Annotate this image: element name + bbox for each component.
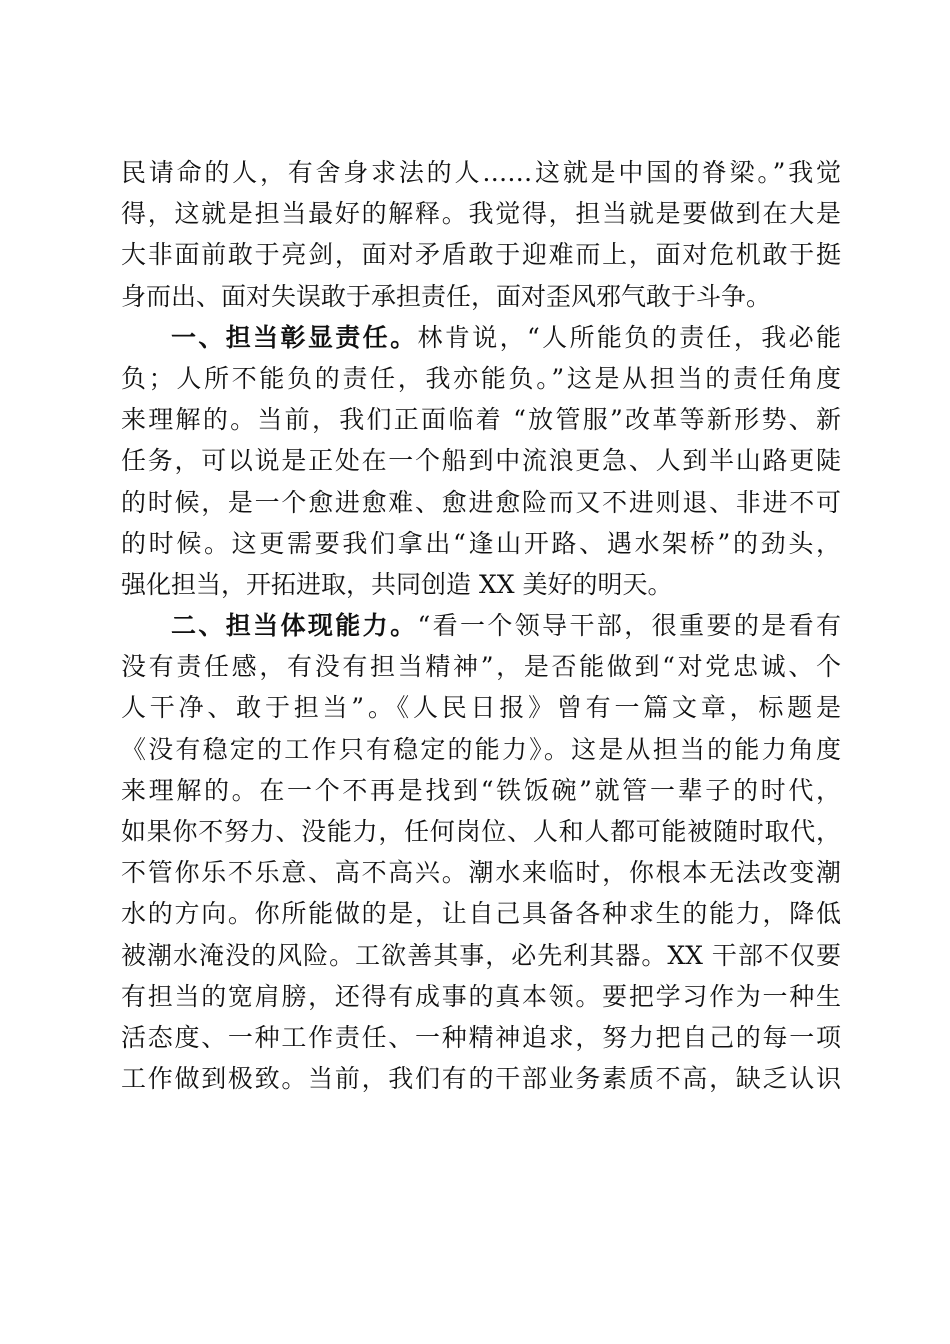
text-line: 《没有稳定的工作只有稳定的能力》。这是从担当的能力角度 (121, 734, 841, 764)
section-heading: 二、担当体现能力。 (171, 611, 418, 641)
text-line: 不管你乐不乐意、高不高兴。潮水来临时，你根本无法改变潮 (121, 858, 841, 888)
text-line: 的时候。这更需要我们拿出“逢山开路、遇水架桥”的劲头， (121, 528, 841, 558)
text-line: 水的方向。你所能做的是，让自己具备各种求生的能力，降低 (121, 899, 841, 929)
text-line: 民请命的人，有舍身求法的人……这就是中国的脊梁。”我觉 (121, 158, 841, 187)
text-line: 没有责任感，有没有担当精神”，是否能做到“对党忠诚、个 (121, 652, 841, 682)
paragraph (121, 152, 841, 317)
text-line: 负；人所不能负的责任，我亦能负。”这是从担当的责任角度 (121, 363, 841, 393)
text-line: 的时候，是一个愈进愈难、愈进愈险而又不进则退、非进不可 (121, 487, 841, 517)
text-line: 被潮水淹没的风险。工欲善其事，必先利其器。XX 干部不仅要 (121, 940, 841, 970)
document-body (121, 152, 841, 1099)
text-line: 人干净、敢于担当”。《人民日报》曾有一篇文章，标题是 (121, 693, 841, 723)
text-line: 有担当的宽肩膀，还得有成事的真本领。要把学习作为一种生 (121, 981, 841, 1011)
text-line: 强化担当，开拓进取，共同创造 XX 美好的明天。 (121, 569, 673, 599)
text-run: “看一个领导干部，很重要的是看有 (417, 611, 841, 641)
text-line: 身而出、面对失误敢于承担责任，面对歪风邪气敢于斗争。 (121, 281, 772, 311)
text-run: 林肯说，“人所能负的责任，我必能 (417, 322, 841, 352)
text-line: 得，这就是担当最好的解释。我觉得，担当就是要做到在大是 (121, 199, 841, 229)
text-line: 如果你不努力、没能力，任何岗位、人和人都可能被随时取代， (121, 817, 841, 846)
paragraph-first-line (121, 605, 841, 646)
section-heading: 一、担当彰显责任。 (171, 322, 418, 352)
paragraph (121, 317, 841, 605)
text-line: 任务，可以说是正处在一个船到中流浪更急、人到半山路更陡 (121, 446, 841, 476)
text-line: 工作做到极致。当前，我们有的干部业务素质不高，缺乏认识 (121, 1064, 841, 1094)
paragraph (121, 605, 841, 1099)
text-line: 来理解的。在一个不再是找到“铁饭碗”就管一辈子的时代， (121, 775, 841, 805)
text-line: 活态度、一种工作责任、一种精神追求，努力把自己的每一项 (121, 1022, 841, 1052)
text-line: 大非面前敢于亮剑，面对矛盾敢于迎难而上，面对危机敢于挺 (121, 240, 841, 270)
paragraph-first-line (121, 317, 841, 358)
text-line: 来理解的。当前，我们正面临着 “放管服”改革等新形势、新 (121, 405, 841, 435)
